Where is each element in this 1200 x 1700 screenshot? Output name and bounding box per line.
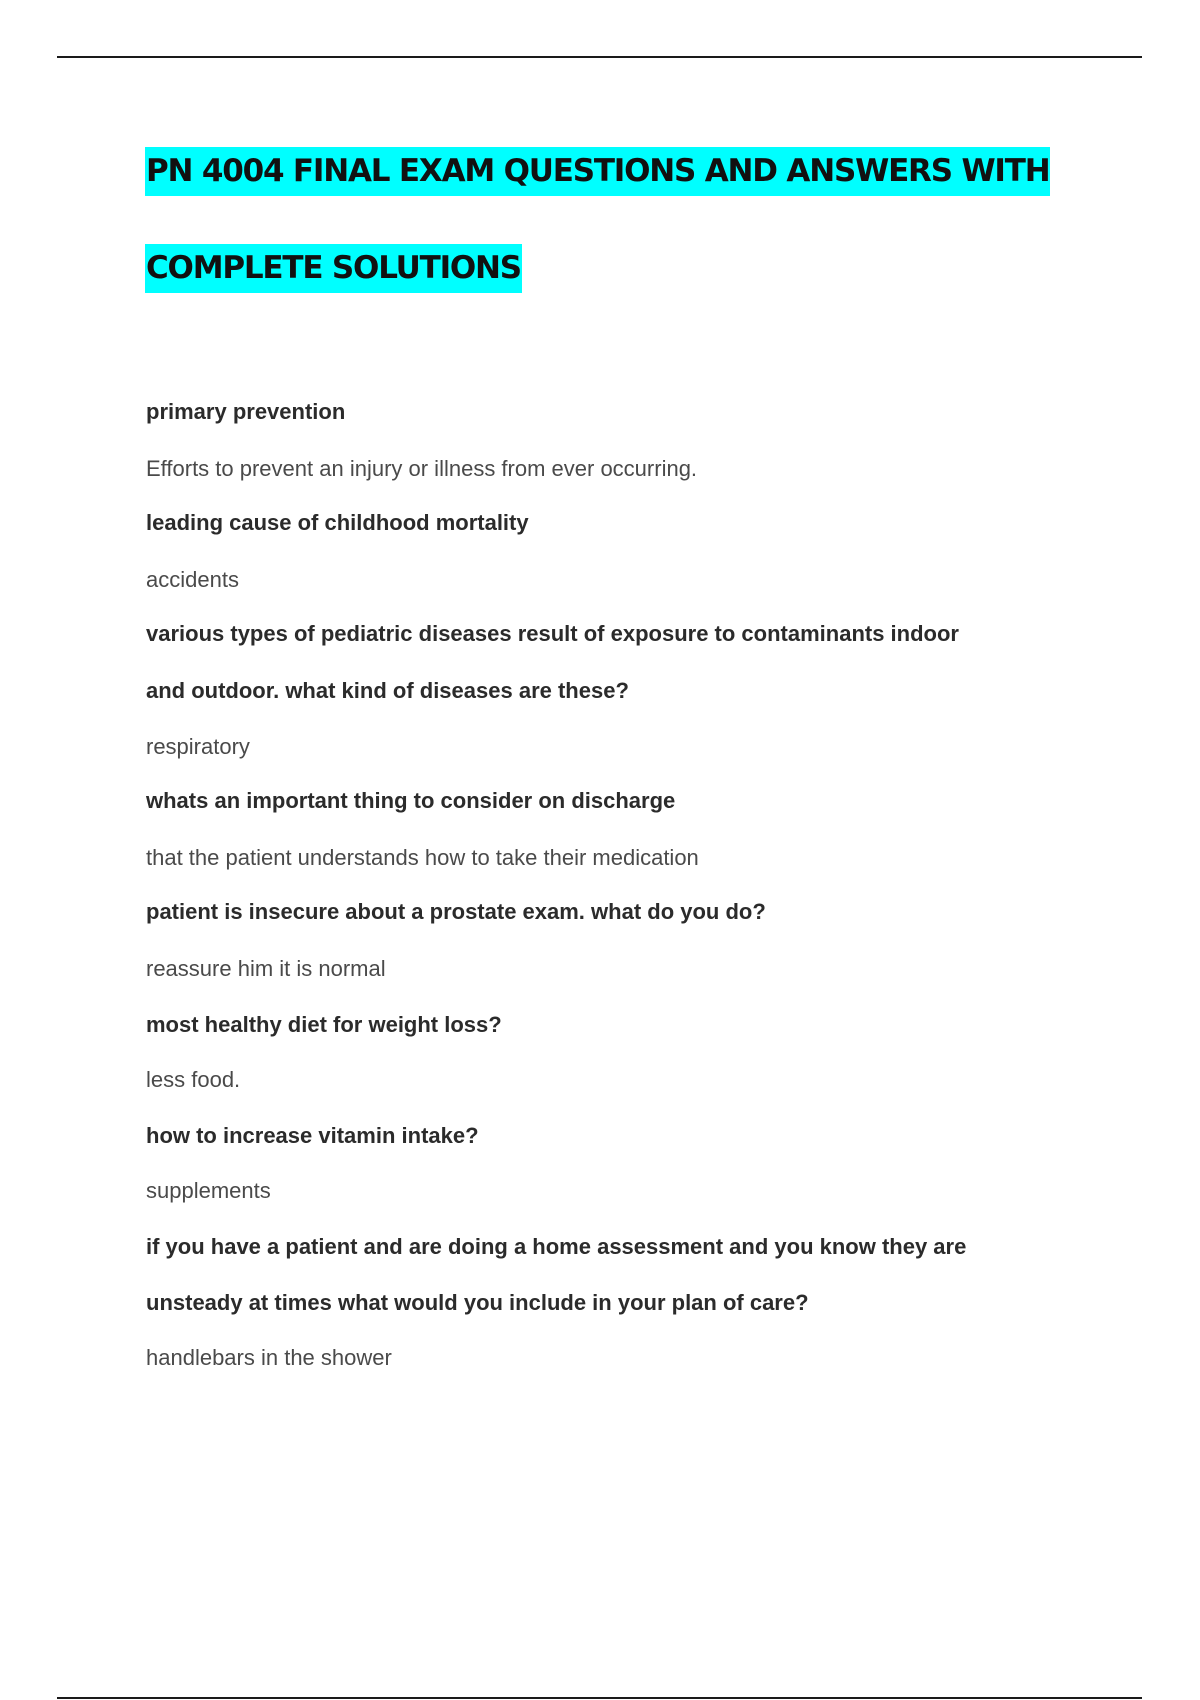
- answer-7: supplements: [146, 1178, 271, 1203]
- question-3-line-1: various types of pediatric diseases result of exposure to contaminants indoor: [146, 621, 959, 646]
- question-3-line-2: and outdoor. what kind of diseases are these?: [146, 678, 629, 703]
- answer-6: less food.: [146, 1067, 241, 1092]
- header-rule: [57, 56, 1142, 58]
- question-8-line-1: if you have a patient and are doing a home assessment and you know they are: [146, 1234, 967, 1259]
- question-2: leading cause of childhood mortality: [146, 510, 529, 535]
- question-7: how to increase vitamin intake?: [146, 1123, 479, 1148]
- answer-8: handlebars in the shower: [146, 1345, 392, 1370]
- question-6: most healthy diet for weight loss?: [146, 1012, 502, 1037]
- footer-rule: [57, 1697, 1142, 1699]
- document-title-line-2: COMPLETE SOLUTIONS: [145, 244, 522, 293]
- question-4: whats an important thing to consider on discharge: [146, 788, 676, 813]
- answer-3: respiratory: [146, 734, 250, 759]
- answer-2: accidents: [146, 567, 239, 592]
- document-title-line-1: PN 4004 FINAL EXAM QUESTIONS AND ANSWERS WITH: [145, 147, 1050, 196]
- question-8-line-2: unsteady at times what would you include in your plan of care?: [146, 1290, 809, 1315]
- question-5: patient is insecure about a prostate exam. what do you do?: [146, 899, 766, 924]
- answer-1: Efforts to prevent an injury or illness from ever occurring.: [146, 456, 698, 481]
- answer-4: that the patient understands how to take their medication: [146, 845, 699, 870]
- question-1: primary prevention: [146, 399, 346, 424]
- answer-5: reassure him it is normal: [146, 956, 386, 981]
